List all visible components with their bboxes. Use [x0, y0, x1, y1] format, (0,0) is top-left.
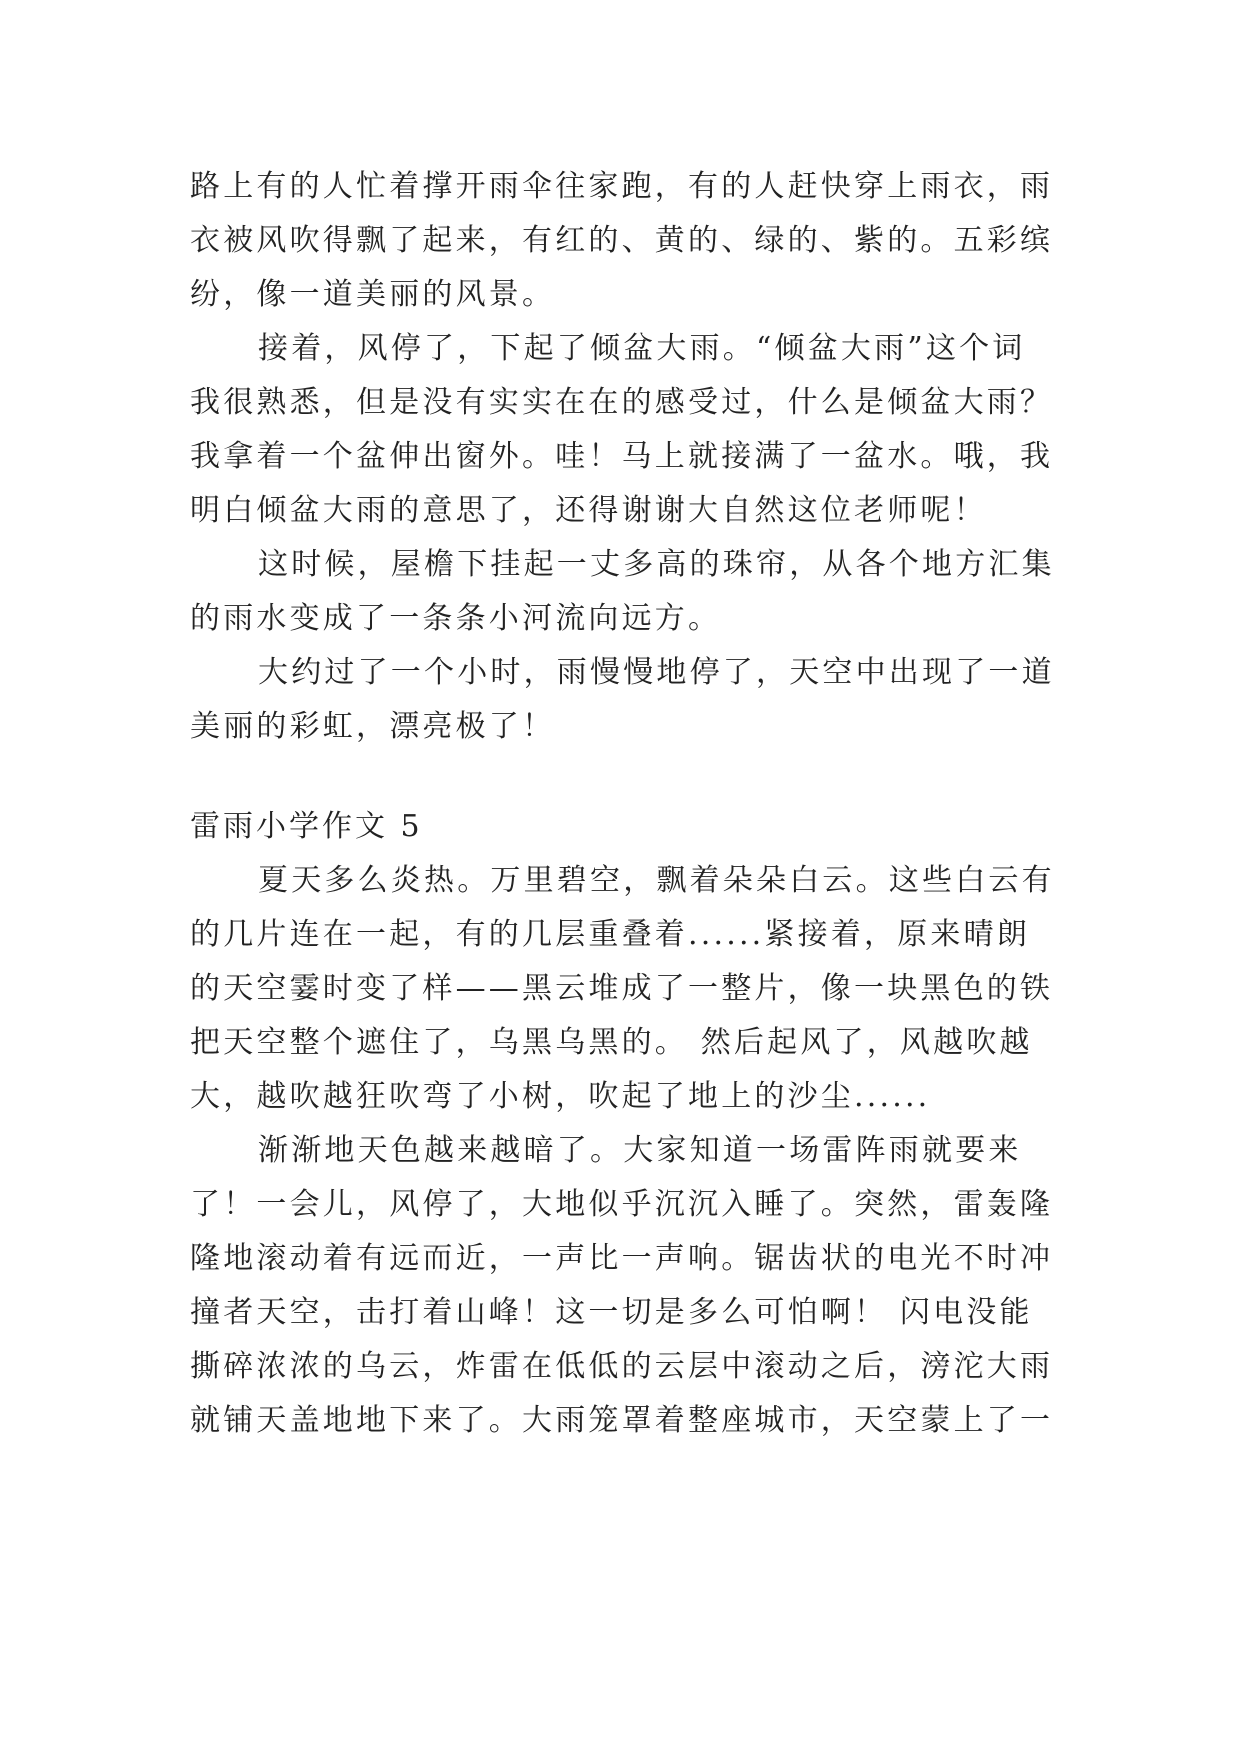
- text-line: 美丽的彩虹，漂亮极了！: [190, 709, 556, 744]
- text-line: 的几片连在一起，有的几层重叠着......紧接着，原来晴朗: [190, 917, 1031, 952]
- text-line: 路上有的人忙着撑开雨伞往家跑，有的人赶快穿上雨衣，雨: [190, 169, 1054, 204]
- paragraph: [190, 854, 1070, 1124]
- text-line: 我很熟悉，但是没有实实在在的感受过，什么是倾盆大雨？: [190, 385, 1054, 420]
- paragraph: [190, 538, 1070, 646]
- text-line: 衣被风吹得飘了起来，有红的、黄的、绿的、紫的。五彩缤: [190, 223, 1054, 258]
- paragraph: [190, 160, 1070, 322]
- text-line: 的天空霎时变了样——黑云堆成了一整片，像一块黑色的铁: [190, 971, 1054, 1006]
- text-line: 明白倾盆大雨的意思了，还得谢谢大自然这位老师呢！: [190, 493, 987, 528]
- section-title: 雷雨小学作文 5: [190, 809, 423, 844]
- text-line: 渐渐地天色越来越暗了。大家知道一场雷阵雨就要来: [258, 1133, 1022, 1168]
- text-line: 夏天多么炎热。万里碧空，飘着朵朵白云。这些白云有: [258, 863, 1055, 898]
- paragraph: [190, 1124, 1070, 1448]
- text-line: 了！一会儿，风停了，大地似乎沉沉入睡了。突然，雷轰隆: [190, 1187, 1054, 1222]
- text-line: 大约过了一个小时，雨慢慢地停了，天空中出现了一道: [258, 655, 1055, 690]
- text-line: 接着，风停了，下起了倾盆大雨。“倾盆大雨”这个词: [258, 331, 1026, 366]
- text-line: 纷，像一道美丽的风景。: [190, 277, 556, 312]
- paragraphs-before: [190, 160, 1070, 754]
- text-line: 的雨水变成了一条条小河流向远方。: [190, 601, 722, 636]
- text-line: 就铺天盖地地下来了。大雨笼罩着整座城市，天空蒙上了一: [190, 1403, 1054, 1438]
- paragraph: [190, 322, 1070, 538]
- text-line: 撞者天空，击打着山峰！这一切是多么可怕啊！ 闪电没能: [190, 1295, 1033, 1330]
- text-line: 把天空整个遮住了，乌黑乌黑的。 然后起风了，风越吹越: [190, 1025, 1033, 1060]
- section-gap: [190, 754, 1070, 800]
- text-line: 隆地滚动着有远而近，一声比一声响。锯齿状的电光不时冲: [190, 1241, 1054, 1276]
- paragraphs-after: [190, 854, 1070, 1448]
- text-line: 我拿着一个盆伸出窗外。哇！马上就接满了一盆水。哦，我: [190, 439, 1054, 474]
- document-page: [190, 160, 1070, 1448]
- text-line: 大，越吹越狂吹弯了小树，吹起了地上的沙尘......: [190, 1079, 931, 1114]
- paragraph: [190, 646, 1070, 754]
- text-line: 这时候，屋檐下挂起一丈多高的珠帘，从各个地方汇集: [258, 547, 1055, 582]
- text-line: 撕碎浓浓的乌云，炸雷在低低的云层中滚动之后，滂沱大雨: [190, 1349, 1054, 1384]
